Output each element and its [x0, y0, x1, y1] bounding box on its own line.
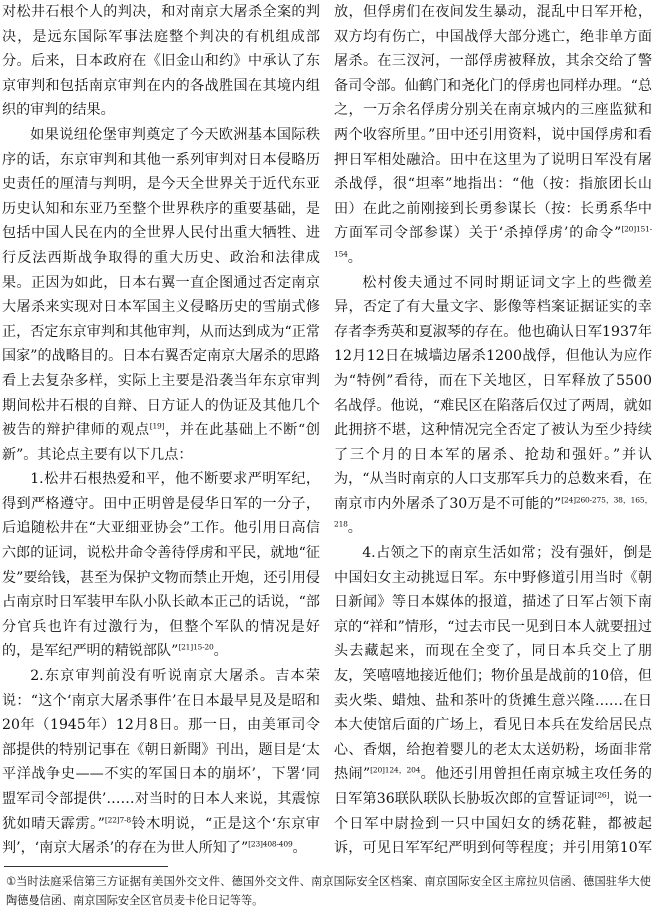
citation-ref: [23]408-409	[248, 839, 293, 849]
left-text-column	[2, 0, 320, 858]
paragraph: 4.占领之下的南京生活如常；没有强奸，倒是中国妇女主动挑逗日军。东中野修道引用当时《朝日新闻》等日本媒体的报道，描述了日军占领下南京的“祥和”情形，“过去市民一见到日本人就要扭过头去藏起来，而现在全变了，同日本兵交上了朋友，笑嘻嘻地接近他们；物价虽是战前的10倍，但卖火柴、蜡烛、盐和茶叶的货摊生意兴隆……在日本大使馆后面的广场上，看见日本兵在发给居民点心、香烟，给抱着婴儿的老太太送奶粉，场面非常热闹”$^{[20]124,204}$。他还引用曾担任南京城主攻任务的日军第36联队联队长胁坂次郎的宣誓证词[26]，说一个日军中尉捡到一只中国妇女的绣花鞋，都被起诉，可见日军军纪严明到何等程度；并引用第10军	[334, 545, 652, 857]
right-text-column	[334, 0, 652, 858]
paragraph: 如果说纽伦堡审判奠定了今天欧洲基本国际秩序的话，东京审判和其他一系列审判对日本侵略历史责任的厘清与判明，是今天全世界关于近代东亚历史认知和东亚乃至整个世界秩序的重要基础，是包括中国人民在内的全世界人民付出重大牺牲、进行反法西斯战争取得的重大历史、政治和法律成果。正因为如此，日本右翼一直企图通过否定南京大屠杀来实现对日本军国主义侵略历史的雪崩式修正，否定东京审判和其他审判，从而达到成为“正常国家”的战略目的。日本右翼否定南京大屠杀的思路看上去复杂多样，实际上主要是沿袭当年东京审判期间松井石根的自辩、日方证人的伪证及其他几个被告的辩护律师的观点[19]，并在此基础上不断“创新”。其论点主要有以下几点：	[2, 126, 320, 463]
citation-ref: [22]7-8	[104, 814, 131, 824]
paragraph: 2.东京审判前没有听说南京大屠杀。吉本荣说：“这个‘南京大屠杀事件’在日本最早見及是昭和20年（1945年）12月8日。那一日，由美軍司令部提供的特别记事在《朝日新聞》刊出，题目是‘太平洋战争史——不实的军国日本的崩坏’，下署‘同盟军司令部提供’……对当时的日本人来说，其震惊犹如晴天霹雳。”$^{[22]7-8}$铃木明说，“正是这个‘东京审判’，‘南京大屠杀’的存在为世人所知了”$^{[23]408-409}$。	[2, 668, 320, 857]
paragraph: 放，但俘虏们在夜间发生暴动，混乱中日军开枪，双方均有伤亡，中国战俘大部分逃亡，绝非单方面屠杀。在三汊河，一部俘虏被释放，其余交给了警备司令部。仙鹤门和尧化门的俘虏也同样办理。“总之，一万余名俘虏分别关在南京城内的三座监狱和两个收容所里。”田中还引用资料，说中国俘虏和看押日军相处融洽。田中在这里为了说明日军没有屠杀战俘，很“坦率”地指出：“他（按：指旅团长山田）在此之前刚接到长勇参谋长（按：长勇系华中方面军司令部参谋）关于‘杀掉俘虏’的命令”$^{[20]151-154}$。	[334, 4, 652, 266]
footnote-divider	[4, 866, 168, 867]
citation-ref: [24]260-275，38，165，218	[334, 495, 652, 529]
citation-ref: [20]151-154	[334, 224, 652, 259]
citation-ref: [20]124，204	[370, 765, 421, 775]
citation-ref: [26]	[594, 790, 610, 800]
paragraph: 松村俊夫通过不同时期证词文字上的些微差异，否定了有大量文字、影像等档案证据证实的幸存者李秀英和夏淑琴的存在。他也确认日军1937年12月12日在城墙边屠杀1200战俘，但他认为应作为“特例”看待，而在下关地区，日军释放了5500名战俘。他说，“难民区在陷落后仅过了两周，就如此拥挤不堪，这种情况完全否定了被认为至少持续了三个月的日本军的屠杀、抢劫和强奸。”并认为，“从当时南京的人口支那军兵力的总数来看，在南京市内外屠杀了30万是不可能的”$^{[24]260-275,38,165,218}$。	[334, 274, 652, 537]
paragraph: 1.松井石根热爱和平，他不断要求严明军纪，得到严格遵守。田中正明曾是侵华日军的一分子，后追随松井在“大亚细亚协会”工作。他引用日高信六郎的证词，说松井命令善待俘虏和平民，就地“征发”要给钱，甚至为保护文物而禁止开炮，还引用侵占南京时日军装甲车队小队长畝本正己的话说，“部分官兵也许有过激行为，但整个军队的情况是好的，是军纪严明的精锐部队”$^{[21]15-20}$。	[2, 471, 320, 660]
paragraph: 对松井石根个人的判决，和对南京大屠杀全案的判决，是远东国际军事法庭整个判决的有机组成部分。后来，日本政府在《旧金山和约》中承认了东京审判和包括南京审判在内的各战胜国在其境内组织的审判的结果。	[2, 4, 320, 119]
citation-ref: [19]	[149, 421, 165, 431]
footnote: ①当时法庭采信第三方证据有美国外交文件、德国外交文件、南京国际安全区档案、南京国际安全区主席拉贝信函、德国驻华大使陶德曼信函、南京国际安全区官员麦卡伦日记等等。	[6, 875, 651, 907]
citation-ref: [21]15-20	[178, 642, 214, 652]
